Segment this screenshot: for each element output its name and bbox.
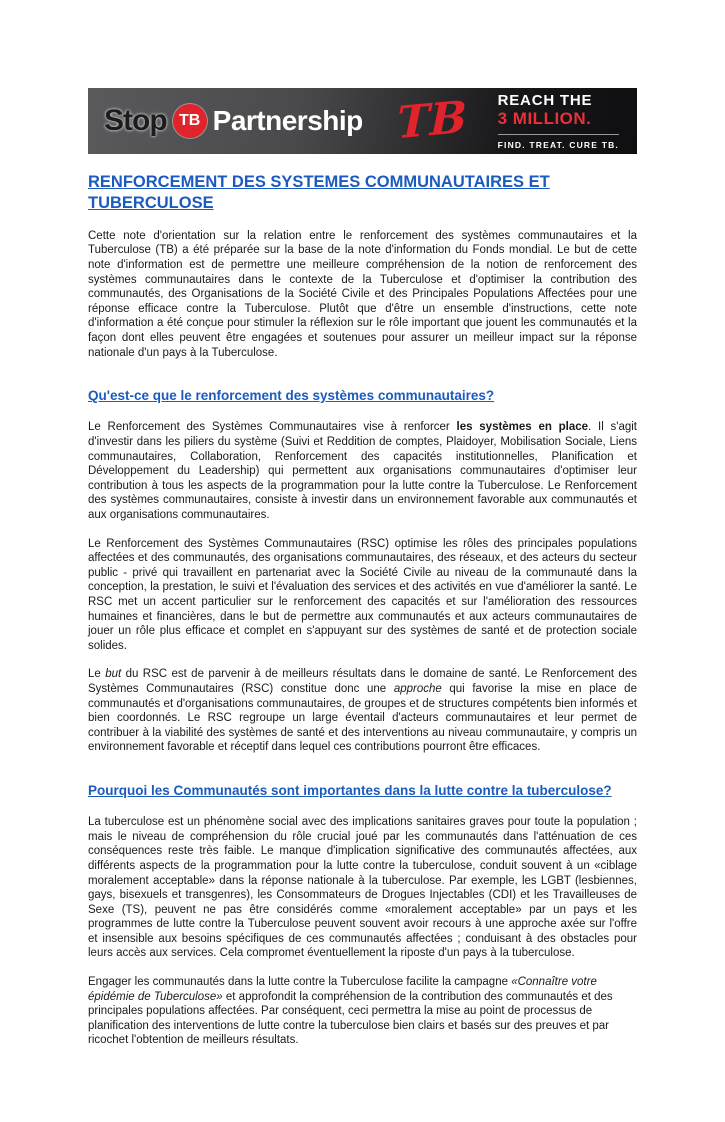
three-million-text: 3 MILLION. bbox=[497, 108, 592, 128]
text-run: La tuberculose est un phénomène social avec des implications sanitaires graves pour toute la population ; mais le niveau de compréhension du rôle crucial joué par les communautés dans l'atténuation de ces conséquences reste très faible. Le manque d'implication significative des communautés affectées, aux différents aspects de la programmation pour la lutte contre la tuberculose, conduit souvent à un «ciblage moralement acceptable» dans la réponse nationale à la tuberculose. Par exemple, les LGBT (lesbiennes, gays, bisexuels et transgenres), les Consommateurs de Drogues Injectables (CDI) et les Travailleuses de Sexe (TS), peuvent ne pas être considérés comme «moralement acceptable» par un pays et les programmes de lutte contre la Tuberculose peuvent souvent avoir recours à une approche axée sur l'offre et insensible aux besoins spécifiques de ces communautés affectées ; conduisant à des obstacles pour leurs accès aux services. Cela compromet éventuellement la riposte d'un pays à la tuberculose. bbox=[88, 816, 637, 960]
page-title: RENFORCEMENT DES SYSTEMES COMMUNAUTAIRES ET TUBERCULOSE bbox=[88, 173, 550, 213]
text-run: Engager les communautés dans la lutte contre la Tuberculose facilite la campagne bbox=[88, 976, 512, 989]
text-run: «Connaître votre épidémie de Tuberculose» bbox=[88, 976, 597, 1003]
reach-the-3-million-block bbox=[498, 92, 621, 151]
text-run: Cette note d'orientation sur la relation entre le renforcement des systèmes communautaires et la Tuberculose (TB) a été préparée sur la base de la note d'information du Fonds mondial. Le but de cette note d'information est de permettre une meilleure compréhension de la notion de renforcement des systèmes communautaires dans le contexte de la Tuberculose et d'optimiser la contribution des communautés, des Organisations de la Société Civile et des Principales Populations Affectées pour une réponse efficace contre la Tuberculose. Plutôt que d'être un ensemble d'instructions, cette note d'information a été conçue pour stimuler la réflexion sur le rôle important que jouent les communautés et la façon dont elles peuvent être engagées et soutenues pour assurer un meilleur impact sur la réponse nationale d'un pays à la Tuberculose. bbox=[88, 229, 637, 359]
paragraph bbox=[88, 229, 637, 360]
section-body bbox=[88, 420, 637, 754]
tb-circle-icon bbox=[173, 104, 207, 138]
stoptb-banner bbox=[88, 88, 637, 154]
section-body bbox=[88, 815, 637, 1048]
text-run: Le Renforcement des Systèmes Communautaires vise à renforcer bbox=[88, 421, 457, 434]
tb-script-icon: TB bbox=[396, 91, 468, 150]
intro-section bbox=[88, 229, 637, 360]
section-heading: Qu'est-ce que le renforcement des systèmes communautaires? bbox=[88, 388, 495, 404]
paragraph bbox=[88, 667, 637, 755]
text-run: du RSC est de parvenir à de meilleurs résultats dans le domaine de santé. Le Renforcement des Systèmes Communautaires (RSC) constitue donc une bbox=[88, 668, 637, 695]
logo-stop-text: Stop bbox=[104, 104, 167, 137]
text-run: but bbox=[105, 668, 122, 681]
logo-partnership-text: Partnership bbox=[212, 105, 363, 136]
paragraph bbox=[88, 420, 637, 522]
paragraph bbox=[88, 975, 637, 1048]
text-run: les systèmes en place bbox=[456, 421, 589, 434]
section-what-is-rsc bbox=[88, 387, 637, 755]
tb-circle-label: TB bbox=[178, 112, 201, 129]
text-run: et approfondit la compréhension de la contribution des communautés et des principales populations affectées. Par conséquent, ceci permettra la mise au point de processus de planification des interventions de lutte contre la tuberculose bien clairs et basés sur des preuves et par ricochet l'obtention de meilleurs résultats. bbox=[88, 990, 613, 1047]
reach-the-text: REACH THE bbox=[497, 91, 593, 109]
paragraph bbox=[88, 537, 637, 654]
section-why-communities-matter bbox=[88, 782, 637, 1048]
stoptb-partnership-logo bbox=[104, 104, 363, 138]
text-run: . Il s'agit d'investir dans les piliers du système (Suivi et Reddition de comptes, Plaidoyer, Mobilisation Sociale, Liens communautaires, Collaboration, Renforcement des capacités institutionnelles, Planification et Développement du Leadership) qui permettent aux organisations communautaires d'optimiser leur contribution à tous les aspects de la programmation pour la lutte contre la Tuberculose. Le Renforcement des systèmes communautaires, consiste à investir dans un environnement favorable aux communautés et aux organisations communautaires. bbox=[88, 421, 637, 521]
find-treat-cure-tagline: FIND. TREAT. CURE TB. bbox=[498, 134, 619, 150]
section-heading: Pourquoi les Communautés sont importantes dans la lutte contre la tuberculose? bbox=[88, 782, 612, 798]
text-run: approche bbox=[393, 682, 442, 695]
text-run: qui favorise la mise en place de communautés et d'organisations communautaires, de groupes et de structures compétents bien informés et bien coordonnés. Le RSC regroupe un large éventail d'acteurs communautaires et leur permet de contribuer à la viabilité des systèmes de santé et des interventions au niveau communautaire, y compris un environnement favorable et réceptif dans lequel ces contributions pourront être efficaces. bbox=[88, 682, 637, 754]
text-run: Le Renforcement des Systèmes Communautaires (RSC) optimise les rôles des principales populations affectées et des communautés, des organisations communautaires, des réseaux, et des acteurs du secteur public - privé qui travaillent en partenariat avec la Société Civile au niveau de la communauté dans la conception, la prestation, le suivi et l'évaluation des services et des activités en vue d'améliorer la santé. Le RSC met un accent particulier sur le renforcement des capacités et sur l'amélioration des ressources humaines et financières, dans le but de permettre aux communautés et aux acteurs communautaires de jouer un rôle plus efficace et complet en s'appuyant sur des systèmes de santé et de protection sociale solides. bbox=[88, 537, 637, 652]
paragraph bbox=[88, 815, 637, 961]
text-run: Le bbox=[88, 668, 106, 681]
